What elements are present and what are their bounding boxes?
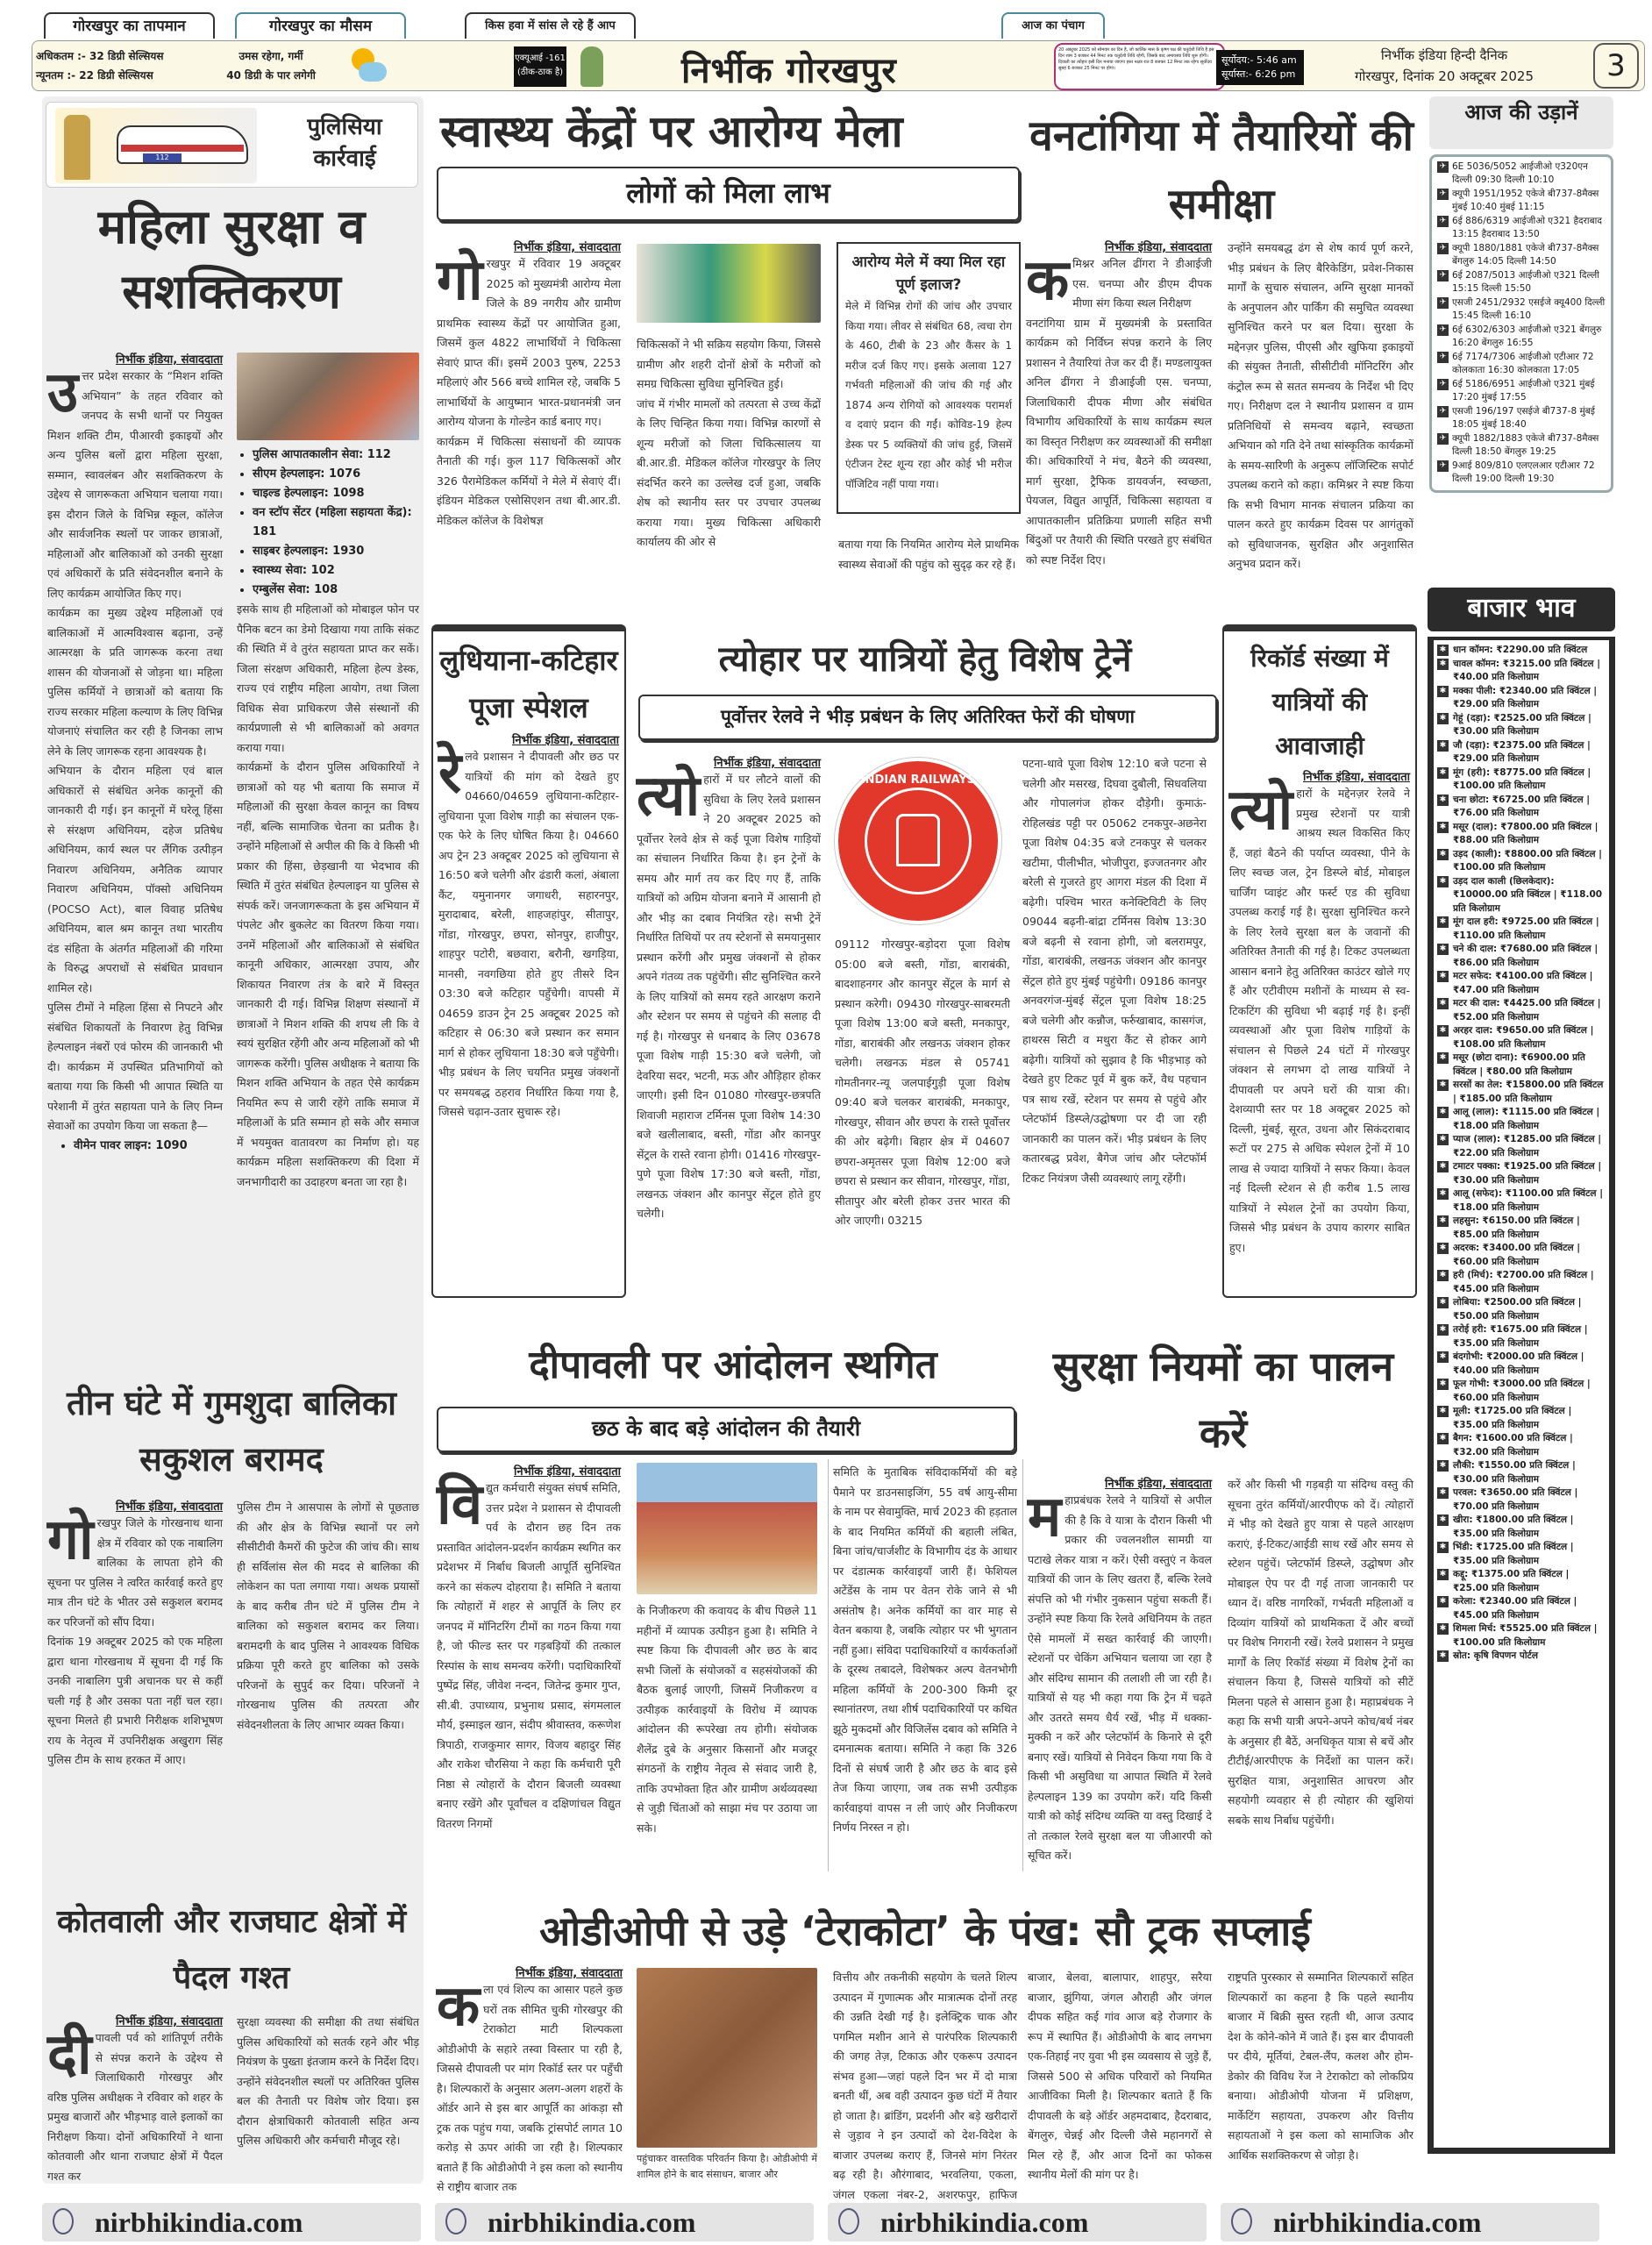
health-subhead: लोगों को मिला लाभ bbox=[437, 167, 1020, 221]
market-text: उड़द दाल काली (छिलकेदार): ₹10000.00 प्रति क्विंटल | ₹118.00 प्रति किलोग्राम bbox=[1453, 875, 1603, 914]
bullet-icon: ✱ bbox=[1437, 1134, 1449, 1145]
market-item bbox=[1437, 1622, 1606, 1650]
bullet-icon: ✱ bbox=[1437, 998, 1449, 1009]
market-item bbox=[1437, 821, 1606, 848]
market-text: लहसुन: ₹6150.00 प्रति क्विंटल | ₹85.00 प्रति किलोग्राम bbox=[1453, 1215, 1580, 1240]
market-text: तरोई हरी: ₹1675.00 प्रति क्विंटल | ₹35.00 प्रति किलोग्राम bbox=[1453, 1324, 1588, 1349]
tab-weather: गोरखपुर का मौसम bbox=[235, 12, 406, 39]
tab-air-quality: किस हवा में सांस ले रहे हैं आप bbox=[465, 12, 636, 39]
page-number: 3 bbox=[1593, 43, 1639, 89]
health-col2: चिकित्सकों ने भी सक्रिय सहयोग किया, जिससे ग्रामीण और शहरी दोनों क्षेत्रों के मरीजों को समग्र चिकित्सा सुविधा सुनिश्चित हुई। जांच में गंभीर मामलों को तत्परता से उच्च केंद्रों के लिए चिन्हित किया गया। विभिन्न कारणों से शून्य मरीजों को जिला चिकित्सालय या बी.आर.डी. मेडिकल कॉलेज गोरखपुर के लिए संदर्भित करने का उल्लेख दर्ज हुआ, जबकि शेष को स्थानीय स्तर पर उपचार उपलब्ध कराया गया। मुख्य चिकित्सा अधिकारी कार्यालय की ओर से bbox=[637, 244, 821, 612]
market-item bbox=[1437, 1595, 1606, 1622]
market-text: अरहर दाल: ₹9650.00 प्रति क्विंटल | ₹108.00 प्रति किलोग्राम bbox=[1453, 1025, 1594, 1050]
helpline-list: • पुलिस आपातकालीन सेवा: 112 • सीएम हेल्पलाइन: 1076 • चाइल्ड हेल्पलाइन: 1098 • वन स्टॉप सेंटर (महिला सहायता केंद्र): 181 • साइबर हेल्पलाइन: 1930 • स्वास्थ्य सेवा: 102 • एम्बुलेंस सेवा: 108 bbox=[237, 445, 419, 600]
trains-col1: निर्भीक इंडिया, संवाददाता त्यो हारों में घर लौटने वालों की सुविधा के लिए रेलवे प्रशासन ने 20 अक्टूबर 2025 को पूर्वोत्तर रेलवे क्षेत्र से कई पूजा विशेष गाड़ियों का संचालन निर्धारित किया है। इन ट्रेनों के समय और मार्ग तय कर दिए गए हैं, ताकि यात्रियों को अग्रिम योजना बनाने में आसानी हो और भीड़ का दबाव नियंत्रित रहे। सभी ट्रेनें निर्धारित तिथियों पर तय स्टेशनों से समयानुसार प्रस्थान करेंगी और प्रमुख जंक्शनों से होकर अपने गंतव्य तक पहुंचेंगी। सीट सुनिश्चित करने के लिए यात्रियों को समय रहते आरक्षण कराने और स्टेशन पर समय से पहुंचने की सलाह दी गई है। गोरखपुर से धनबाद के लिए 03678 पूजा विशेष गाड़ी 15:30 बजे चलेगी, जो देवरिया सदर, भटनी, मऊ और औड़िहार होकर जाएगी। इसी दिन 01080 गोरखपुर-छत्रपति शिवाजी महाराज टर्मिनस पूजा विशेष 14:30 बजे खलीलाबाद, बस्ती, गोंडा और कानपुर सेंट्रल के रास्ते रवाना होगी। 01416 गोरखपुर-पुणे पूजा विशेष 17:30 बजे बस्ती, गोंडा, लखनऊ जंक्शन और कानपुर सेंट्रल होते हुए चलेगी। bbox=[637, 757, 821, 1220]
press-badge-icon bbox=[838, 2208, 859, 2234]
market-text: लोबिया: ₹2500.00 प्रति क्विंटल | ₹50.00 प्रति किलोग्राम bbox=[1453, 1297, 1582, 1322]
flight-text: 6ई 6302/6303 आईजीओ ए321 बेंगलुरु 16:20 बेंगलुरु 16:55 bbox=[1452, 324, 1602, 348]
bullet-icon: ✱ bbox=[1437, 1379, 1449, 1390]
police-car-illustration: 112 bbox=[55, 108, 257, 183]
market-text: परवल: ₹3650.00 प्रति क्विंटल | ₹70.00 प्रति किलोग्राम bbox=[1453, 1487, 1578, 1512]
temperature-block bbox=[36, 41, 176, 92]
market-item bbox=[1437, 712, 1606, 739]
flight-item bbox=[1437, 405, 1606, 431]
record-headline: रिकॉर्ड संख्या में यात्रियों की आवाजाही bbox=[1250, 644, 1389, 760]
story2-col1: निर्भीक इंडिया, संवाददाता गोरखपुर जिले के गोरखनाथ थाना क्षेत्र में रविवार को एक नाबालिग बालिका के लापता होने की सूचना पर पुलिस ने त्वरित कार्रवाई करते हुए मात्र तीन घंटे के भीतर उसे सकुशल बरामद कर परिजनों को सौंप दिया। दिनांक 19 अक्टूबर 2025 को एक महिला द्वारा थाना गोरखनाथ में सूचना दी गई कि उनकी नाबालिग पुत्री अचानक घर से कहीं चली गई है और उसका पता नहीं चल रहा। सूचना मिलते ही प्रभारी निरीक्षक शशिभूषण राय के नेतृत्व में उपनिरीक्षक अखुराग सिंह पुलिस टीम के साथ हरकत में आए। bbox=[47, 1500, 223, 1766]
flight-text: 6ई 2087/5013 आईजीओ ए321 दिल्ली 15:15 दिल्ली 15:50 bbox=[1452, 270, 1600, 294]
deepawali-col3: समिति के मुताबिक संविदाकर्मियों की बड़े पैमाने पर डाउनसाइजिंग, 55 वर्ष आयु-सीमा के नाम पर सेवामुक्ति, मार्च 2023 की हड़ताल के बाद नियमित कर्मियों की बहाली लंबित, बिना जांच/चार्जशीट के विभागीय दंड के आधार पर दंडात्मक कार्रवाइयाँ जारी हैं। फेशियल अटेंडेंस के नाम पर वेतन रोके जाने से भी असंतोष है। अनेक कर्मियों का वार माह से वेतन बकाया है, जबकि त्योहार पर भी भुगतान नहीं हुआ। संविदा पदाधिकारियों व कार्यकर्ताओं के दूरस्थ तबादले, विशेषकर अल्प वेतनभोगी महिला कर्मियों के 200-300 किमी दूर स्थानांतरण, तथा शीर्ष पदाधिकारियों पर कथित झूठे मुकदमों और विजिलेंस दबाव को समिति ने दमनात्मक बताया। समिति ने कहा कि 326 दिनों से संघर्ष जारी है और छठ के बाद इसे तेज किया जाएगा, जब तक सभी उत्पीड़क कार्रवाइयां वापस न ली जाएं और निजीकरण निर्णय निरस्त न हो। bbox=[833, 1465, 1017, 1834]
sun-cloud-icon bbox=[348, 46, 387, 85]
bullet-icon: ✱ bbox=[1437, 1107, 1449, 1118]
health-box-title: आरोग्य मेले में क्या मिल रहा पूर्ण इलाज? bbox=[851, 253, 1006, 294]
story2-col2: पुलिस टीम ने आसपास के लोगों से पूछताछ की और क्षेत्र के विभिन्न स्थानों पर लगे सीसीटीवी कैमरों की फुटेज की जांच की। साथ ही सर्विलांस सेल की मदद से बालिका की लोकेशन का पता लगाया गया। अथक प्रयासों के बाद करीब तीन घंटे में पुलिस टीम ने बालिका को सकुशल बरामद कर लिया। बरामदगी के बाद पुलिस ने आवश्यक विधिक प्रक्रिया पूरी करते हुए बालिका को उसके परिजनों के सुपुर्द कर दिया। परिजनों ने गोरखनाथ पुलिस की तत्परता और संवेदनशीलता के लिए आभार व्यक्त किया। bbox=[237, 1500, 419, 1731]
press-badge-icon bbox=[53, 2208, 74, 2234]
bullet-icon: ✱ bbox=[1437, 1650, 1449, 1662]
bullet-icon: ✱ bbox=[1437, 659, 1449, 670]
market-text: टमाटर पक्का: ₹1925.00 प्रति क्विंटल | ₹30.00 प्रति किलोग्राम bbox=[1453, 1161, 1602, 1186]
weather-block bbox=[201, 41, 341, 92]
police-banner bbox=[46, 102, 418, 188]
market-item bbox=[1437, 1133, 1606, 1160]
odop-col3: बाजार, बेलवा, बालापार, शाहपुर, सरैया बाजार, झुंगिया, जंगल औराही और जंगल दीपक सहित कई गांव आज बड़े रोजगार के रूप में स्थापित हैं। ओडीओपी के बाद लगभग एक-तिहाई नए युवा भी इस व्यवसाय से जुड़े हैं, जिससे 500 से अधिक परिवारों को नियमित आजीविका मिली है। शिल्पकार बताते हैं कि दीपावली के बड़े ऑर्डर अहमदाबाद, हैदराबाद, बेंगलुरु, चेन्नई और दिल्ली जैसे महानगरों से मिल रहे हैं, और आज दिनों का फोकस स्थानीय मेलों की मांग पर है। bbox=[1028, 1971, 1212, 2181]
safety-col2: करें और किसी भी गड़बड़ी या संदिग्ध वस्तु की सूचना तुरंत कर्मियों/आरपीएफ को दें। त्योहारों में भीड़ को देखते हुए यात्रा से पहले आरक्षण कराएं, ई-टिकट/आईडी साथ रखें और समय से स्टेशन पहुंचें। प्लेटफॉर्म डिस्प्ले, उद्घोषण और मोबाइल ऐप पर दी गई ताजा जानकारी पर ध्यान दें। वरिष्ठ नागरिकों, गर्भवती महिलाओं व दिव्यांग यात्रियों को प्राथमिकता दें और बच्चों पर विशेष निगरानी रखें। रेलवे प्रशासन ने प्रमुख मार्गों के लिए रिकॉर्ड संख्या में विशेष ट्रेनों का संचालन किया है, जिससे यात्रियों को सीटें मिलना पहले से आसान हुआ है। महाप्रबंधक ने कहा कि सभी यात्री अपने-अपने कोच/बर्थ नंबर के अनुसार ही बैठें, अनधिकृत यात्रा से बचें और टीटीई/आरपीएफ के निर्देशों का पालन करें। सुरक्षित यात्रा, अनुशासित आचरण और सहयोगी व्यवहार से ही त्योहार की खुशियां सबके साथ निर्बाध पहुंचेंगी। bbox=[1228, 1478, 1413, 1827]
bullet-icon: ✱ bbox=[1437, 1569, 1449, 1580]
market-item bbox=[1437, 943, 1606, 970]
footer-site-2[interactable]: nirbhikindia.com bbox=[435, 2203, 814, 2241]
bullet-icon: ✱ bbox=[1437, 1324, 1449, 1336]
sunset: सूर्यास्त:- 6:26 pm bbox=[1221, 68, 1296, 80]
press-badge-icon bbox=[1231, 2208, 1252, 2234]
health-col3: बताया गया कि नियमित आरोग्य मेले प्राथमिक स्वास्थ्य सेवाओं की पहुंच को सुदृढ़ कर रहे हैं। bbox=[838, 538, 1019, 571]
flight-item bbox=[1437, 160, 1606, 187]
flight-item bbox=[1437, 188, 1606, 214]
market-item bbox=[1437, 1024, 1606, 1051]
trains-col3: पटना-थावे पूजा विशेष 12:10 बजे पटना से चलेगी और मसरख, दिघवा दुबौली, सिधवलिया और गोपालगंज होकर दौड़ेगी। कुमाऊं-रोहिलखंड पट्टी पर 05062 टनकपुर-अछनेरा पूजा विशेष 04:35 बजे टनकपुर से चलकर खटीमा, पीलीभीत, भोजीपुरा, इज्जतनगर और बरेली से गुजरते हुए आगरा मंडल की दिशा में बढ़ेगी। पश्चिम भारत कनेक्टिविटी के लिए 09044 बढ़नी-बांद्रा टर्मिनस विशेष 13:30 बजे बढ़नी से रवाना होगी, जो बलरामपुर, गोंडा, बाराबंकी, लखनऊ जंक्शन और कानपुर सेंट्रल होते हुए मुंबई पहुंचेगी। 09186 कानपुर अनवरगंज-मुंबई सेंट्रल पूजा विशेष 18:25 बजे चलेगी और कन्नौज, फर्रुखाबाद, कासगंज, हाथरस सिटी व मथुरा कैंट से होकर आगे बढ़ेगी। यात्रियों को सुझाव है कि भीड़भाड़ को देखते हुए टिकट पूर्व में बुक करें, वैध पहचान पत्र साथ रखें, स्टेशन पर समय से पहुंचे और प्लेटफॉर्म डिस्प्ले/उद्घोषणा पर दी जा रही जानकारी का पालन करें। भीड़ प्रबंधन के लिए कतारबद्ध प्रवेश, बैगेज जांच और प्लेटफॉर्म टिकट नियंत्रण जैसी व्यवस्थाएं लागू रहेंगी। bbox=[1022, 757, 1207, 1185]
aqi-status: (ठीक-ठाक है) bbox=[516, 68, 564, 77]
bullet-icon: ✱ bbox=[1437, 1052, 1449, 1064]
trains-subhead: पूर्वोत्तर रेलवे ने भीड़ प्रबंधन के लिए अतिरिक्त फेरों की घोषणा bbox=[638, 695, 1217, 740]
panchang-box: 20 अक्टूबर 2025 को सोमवार का दिन है, जो कार्तिक मास के कृष्ण पक्ष की चतुर्दशी तिथि है इस दिन शाम 3 बजकर 44 मिनट तक चतुर्दशी तिथि रहेगी, जिसके बाद अमावस्या तिथि शुरू होगी। दिवाली का त्योहार इसी दिन मनाया जाएगा हस्त नक्षत्र रात 8 बजकर 12 मिनट तक रहेगा सूर्योदय सुबह 6 बजकर 25 मिनट पर होगा। bbox=[1054, 43, 1225, 90]
column-divider bbox=[1022, 1459, 1023, 1871]
market-text: मूंग दाल हरी: ₹9725.00 प्रति क्विंटल | ₹110.00 प्रति किलोग्राम bbox=[1453, 916, 1599, 941]
market-item bbox=[1437, 1541, 1606, 1568]
safety-col1: निर्भीक इंडिया, संवाददाता महाप्रबंधक रेलवे ने यात्रियों से अपील की है कि वे यात्रा के दौरान किसी भी प्रकार की ज्वलनशील सामग्री या पटाखे लेकर यात्रा न करें। ऐसी वस्तुएं न केवल यात्रियों की जान के लिए खतरा हैं, बल्कि रेलवे संपत्ति को भी गंभीर नुकसान पहुंचा सकती हैं। उन्होंने स्पष्ट किया कि रेलवे अधिनियम के तहत ऐसे मामलों में सख्त कार्रवाई की जाएगी। स्टेशनों पर चेकिंग अभियान चलाया जा रहा है और संदिग्ध सामान की तलाशी ली जा रही है। यात्रियों से यह भी कहा गया कि ट्रेन में चढ़ते और उतरते समय धैर्य रखें, भीड़ में धक्का-मुक्की न करें और प्लेटफॉर्म के किनारे से दूरी बनाए रखें। यात्रियों से निवेदन किया गया कि वे किसी भी असुविधा या आपात स्थिति में रेलवे हेल्पलाइन 139 का उपयोग करें। यदि किसी यात्री को कोई संदिग्ध व्यक्ति या वस्तु दिखाई दे तो तत्काल रेलवे सुरक्षा बल या जीआरपी को सूचित करें। bbox=[1028, 1478, 1212, 1862]
market-item bbox=[1437, 1486, 1606, 1514]
bullet-icon: ✱ bbox=[1437, 849, 1449, 860]
flight-text: 6ई 5186/6951 आईजीओ ए321 मुंबई 17:20 मुंबई 17:55 bbox=[1452, 379, 1595, 403]
deepawali-subhead: छठ के बाद बड़े आंदोलन की तैयारी bbox=[437, 1407, 1015, 1452]
odop-photo-col: पहुंचाकर वास्तविक परिवर्तन किया है। ओडीओपी में शामिल होने के बाद संसाधन, बाजार और bbox=[637, 1968, 817, 2199]
market-item bbox=[1437, 739, 1606, 766]
temp-max: अधिकतम :- 32 डिग्री सेल्सियस bbox=[36, 50, 164, 62]
flight-text: 6ई 886/6319 आईजीओ ए321 हैदराबाद 13:15 हैदराबाद 13:50 bbox=[1452, 216, 1602, 239]
market-item bbox=[1437, 1459, 1606, 1486]
market-text: सरसों का तेल: ₹15800.00 प्रति क्विंटल | ₹185.00 प्रति किलोग्राम bbox=[1453, 1080, 1604, 1104]
market-item bbox=[1437, 1296, 1606, 1323]
left-column bbox=[42, 96, 424, 2184]
market-item bbox=[1437, 1351, 1606, 1378]
bullet-icon: ✱ bbox=[1437, 795, 1449, 806]
plane-icon: ✈ bbox=[1437, 216, 1449, 227]
bullet-icon: ✱ bbox=[1437, 1406, 1449, 1417]
bullet-icon: ✱ bbox=[1437, 822, 1449, 833]
bullet-icon: ✱ bbox=[1437, 1188, 1449, 1200]
byline: निर्भीक इंडिया, संवाददाता bbox=[115, 353, 223, 367]
bullet-icon: ✱ bbox=[1437, 1270, 1449, 1281]
trains-col2: 09112 गोरखपुर-बड़ोदरा पूजा विशेष 05:00 बजे बस्ती, गोंडा, बाराबंकी, बादशाहनगर और कानपुर सेंट्रल के मार्ग से प्रस्थान करेगी। 09430 गोरखपुर-साबरमती पूजा विशेष 13:00 बजे बस्ती, मनकापुर, गोंडा, बाराबंकी और लखनऊ जंक्शन होकर चलेगी। लखनऊ मंडल से 05741 गोमतीनगर-न्यू जलपाईगुड़ी पूजा विशेष 09:40 बजे चलकर बाराबंकी, मनकापुर, गोरखपुर, सीवान और छपरा के रास्ते पूर्वोत्तर की ओर बढ़ेगी। बिहार क्षेत्र में 04607 छपरा-अमृतसर पूजा विशेष 12:00 बजे छपरा से प्रस्थान कर सीवान, गोरखपुर, गोंडा, सीतापुर और बरेली होकर उत्तर भारत की ओर जाएगी। 03215 bbox=[835, 937, 1010, 1227]
bullet-icon: ✱ bbox=[1437, 876, 1449, 887]
bullet-icon: ✱ bbox=[1437, 1623, 1449, 1635]
market-panel bbox=[1428, 588, 1615, 2162]
safety-headline: सुरक्षा नियमों का पालन करें bbox=[1052, 1343, 1394, 1457]
helpline-womenpower: • वीमेन पावर लाइन: 1090 bbox=[74, 1137, 223, 1156]
market-text: गेहूं (दड़ा): ₹2525.00 प्रति क्विंटल | ₹30.00 प्रति किलोग्राम bbox=[1453, 712, 1591, 737]
footer-site-4[interactable]: nirbhikindia.com bbox=[1221, 2203, 1599, 2241]
child-mask-icon bbox=[580, 46, 603, 87]
market-item bbox=[1437, 644, 1606, 658]
flight-text: एसजी 2451/2932 एसईजे क्यू400 दिल्ली 15:45 दिल्ली 16:10 bbox=[1452, 297, 1606, 321]
temp-min: न्यूनतम :- 22 डिग्री सेल्सियस bbox=[36, 69, 153, 82]
flight-item bbox=[1437, 269, 1606, 296]
paper-logo: निर्भीक गोरखपुर bbox=[681, 51, 897, 91]
bullet-icon: ✱ bbox=[1437, 1596, 1449, 1607]
market-text: मूंग (हरी): ₹8775.00 प्रति क्विंटल | ₹100.00 प्रति किलोग्राम bbox=[1453, 766, 1591, 791]
market-item bbox=[1437, 848, 1606, 875]
deepawali-col2: के निजीकरण की कवायद के बीच पिछले 11 महीनों में व्यापक उत्पीड़न हुआ है। समिति ने स्पष्ट किया कि दीपावली और छठ के बाद सभी जिलों के संयोजकों व सहसंयोजकों की बैठक बुलाई जाएगी, जिसमें निजीकरण व उत्पीड़क कार्रवाइयों के विरोध में व्यापक आंदोलन की रूपरेखा तय होगी। संयोजक शैलेंद्र दुबे के अनुसार किसानों और मजदूर संगठनों के राष्ट्रीय नेतृत्व से संवाद जारी है, ताकि उपभोक्ता हित और ग्रामीण अर्थव्यवस्था से जुड़ी चिंताओं को साझा मंच पर उठाया जा सके। bbox=[637, 1463, 817, 1866]
sun-times bbox=[1216, 50, 1304, 85]
story1-body-col2: • पुलिस आपातकालीन सेवा: 112 • सीएम हेल्पलाइन: 1076 • चाइल्ड हेल्पलाइन: 1098 • वन स्टॉप सेंटर (महिला सहायता केंद्र): 181 • साइबर हेल्पलाइन: 1930 • स्वास्थ्य सेवा: 102 • एम्बुलेंस सेवा: 108 इसके साथ ही महिलाओं को मोबाइल फोन पर पैनिक बटन का डेमो दिखाया गया ताकि संकट की स्थिति में वे तुरंत सहायता प्राप्त कर सकें। जिला संरक्षण अधिकारी, महिला हेल्प डेस्क, राज्य एवं राष्ट्रीय महिला आयोग, तथा जिला विधिक सेवा प्राधिकरण जैसे संस्थानों की कार्यप्रणाली से भी बालिकाओं को अवगत कराया गया। कार्यक्रमों के दौरान पुलिस अधिकारियों ने छात्राओं को यह भी बताया कि समाज में महिलाओं की सुरक्षा केवल कानून का विषय नहीं, बल्कि सामाजिक चेतना का प्रतीक है। उन्होंने महिलाओं से अपील की कि वे किसी भी प्रकार की हिंसा, छेड़खानी या भेदभाव की स्थिति में तुरंत संबंधित हेल्पलाइन या पुलिस से संपर्क करें। जनजागरूकता के इस अभियान में पंपलेट और बुकलेट का वितरण किया गया। उनमें महिलाओं और बालिकाओं से संबंधित कानूनी अधिकार, आत्मरक्षा उपाय, और शिकायत निवारण तंत्र के बारे में विस्तृत जानकारी दी गई। विभिन्न शिक्षण संस्थानों में छात्राओं ने मिशन शक्ति की शपथ ली कि वे स्वयं सुरक्षित रहेंगी और अन्य महिलाओं को भी जागरूक करेंगी। पुलिस अधीक्षक ने बताया कि मिशन शक्ति अभियान के तहत ऐसे कार्यक्रम नियमित रूप से जारी रहेंगे ताकि समाज में महिलाओं के प्रति सम्मान हो सके और समाज में भयमुक्त वातावरण का निर्माण हो। यह कार्यक्रम महिला सशक्तिकरण की दिशा में जनभागीदारी का उदाहरण बनता जा रहा है। bbox=[237, 353, 419, 1192]
trains-headline: त्योहार पर यात्रियों हेतु विशेष ट्रेनें bbox=[718, 639, 1132, 680]
market-text: खीरा: ₹1800.00 प्रति क्विंटल | ₹35.00 प्रति किलोग्राम bbox=[1453, 1514, 1574, 1539]
market-item bbox=[1437, 766, 1606, 794]
ludhiana-box: लुधियाना-कटिहार पूजा स्पेशल निर्भीक इंडिया, संवाददाता रेलवे प्रशासन ने दीपावली और छठ पर यात्रियों की मांग को देखते हुए 04660/04659 लुधियाना-कटिहार-लुधियाना पूजा विशेष गाड़ी का संचालन एक-एक फेरे के लिए घोषित किया है। 04660 अप ट्रेन 23 अक्टूबर 2025 को लुधियाना से 16:50 बजे चलेगी और ढंडारी कलां, अंबाला कैंट, यमुनानगर जगाधरी, सहारनपुर, मुरादाबाद, बरेली, शाहजहांपुर, सीतापुर, गोंडा, गोरखपुर, छपरा, सोनपुर, हाजीपुर, शाहपुर पटोरी, बछवारा, बरौनी, खगड़िया, मानसी, नवगछिया होते हुए तीसरे दिन 03:30 बजे कटिहार पहुँचेगी। वापसी में 04659 डाउन ट्रेन 25 अक्टूबर 2025 को कटिहार से 06:30 बजे प्रस्थान कर समान मार्ग से होकर लुधियाना 18:30 बजे पहुँचेगी। भीड़ प्रबंधन के लिए चयनित प्रमुख जंक्शनों पर समयबद्ध ठहराव निर्धारित किया गया है, जिससे चढ़ान-उतार सुचारू रहे। bbox=[431, 624, 626, 1298]
market-text: मसूर (दाल): ₹7800.00 प्रति क्विंटल | ₹88.00 प्रति किलोग्राम bbox=[1453, 821, 1599, 845]
flight-item bbox=[1437, 460, 1606, 486]
deepawali-headline: दीपावली पर आंदोलन स्थगित bbox=[529, 1343, 937, 1387]
vantangiya-col2: उन्होंने समयबद्ध ढंग से शेष कार्य पूर्ण करने, भीड़ प्रबंधन के लिए बैरिकेडिंग, प्रवेश-निकास मार्गों के सुचारु संचालन, अग्नि सुरक्षा मानकों के अनुपालन और पार्किंग की समुचित व्यवस्था सुनिश्चित करने पर बल दिया। सुरक्षा के मद्देनज़र पुलिस, पीएसी और खुफिया इकाइयों की संयुक्त तैनाती, सीसीटीवी मॉनिटरिंग और कंट्रोल रूम से सतत समन्वय के निर्देश भी दिए गए। निरीक्षण दल ने स्थानीय प्रशासन व ग्राम प्रतिनिधियों से समन्वय बढ़ाने, स्वच्छता अभियान को गति देने तथा सांस्कृतिक कार्यक्रमों के समय-सारिणी के अनुरूप लॉजिस्टिक सपोर्ट उपलब्ध कराने को कहा। कमिश्नर ने स्पष्ट किया कि सभी विभाग मानक संचालन प्रक्रिया का पालन करते हुए कार्यक्रम दिवस पर आगंतुकों को सुविधाजनक, सुरक्षित और अनुशासित अनुभव प्रदान करें। bbox=[1228, 241, 1413, 570]
plane-icon: ✈ bbox=[1437, 460, 1449, 472]
market-item bbox=[1437, 1568, 1606, 1595]
aqi-badge bbox=[514, 46, 566, 87]
market-text: शिमला मिर्च: ₹5525.00 प्रति क्विंटल | ₹100.00 प्रति किलोग्राम bbox=[1453, 1623, 1598, 1648]
bullet-icon: ✱ bbox=[1437, 645, 1449, 656]
market-text: चावल कॉमन: ₹3215.00 प्रति क्विंटल | ₹40.00 प्रति किलोग्राम bbox=[1453, 658, 1601, 682]
market-item bbox=[1437, 1378, 1606, 1405]
locomotive-icon bbox=[896, 814, 940, 866]
story3-headline: कोतवाली और राजघाट क्षेत्रों में पैदल गश्त bbox=[56, 1904, 407, 1996]
footer-site-1[interactable]: nirbhikindia.com bbox=[42, 2203, 421, 2241]
market-text: प्याज (लाल): ₹1285.00 प्रति क्विंटल | ₹22.00 प्रति किलोग्राम bbox=[1453, 1134, 1602, 1158]
flight-item bbox=[1437, 215, 1606, 241]
market-item bbox=[1437, 1187, 1606, 1215]
flight-text: क्यूपी 1882/1883 एकेजे बी737-8मैक्स दिल्ली 18:50 बेंगलुरु 19:25 bbox=[1452, 433, 1599, 457]
market-item bbox=[1437, 1242, 1606, 1269]
odop-col2: वित्तीय और तकनीकी सहयोग के चलते शिल्प उत्पादन में गुणात्मक और मात्रात्मक दोनों तरह की उन्नति देखी गई है। इलेक्ट्रिक चाक और पगमिल मशीन आने से पारंपरिक शिल्पकारी की जगह तेज़, टिकाऊ और एकरूप उत्पादन संभव हुआ—जहां पहले दिन भर में दो मात्रा बनती थीं, अब वही उत्पादन कुछ घंटों में तैयार हो जाता है। ब्रांडिंग, प्रदर्शनी और बड़े खरीदारों से जुड़ाव ने इन उत्पादों को देश-विदेश के बाजार उपलब्ध कराए हैं, जिनसे मांग निरंतर बढ़ रही है। औरंगाबाद, भरवलिया, एकला, जंगल एकला नंबर-2, अशरफपुर, हाफिज bbox=[833, 1971, 1017, 2201]
flight-text: क्यूपी 1951/1952 एकेजे बी737-8मैक्स मुंबई 10:40 मुंबई 11:15 bbox=[1452, 189, 1599, 212]
story2-headline: तीन घंटे में गुमशुदा बालिका सकुशल बरामद bbox=[67, 1384, 396, 1479]
market-item bbox=[1437, 685, 1606, 712]
bullet-icon: ✱ bbox=[1437, 1025, 1449, 1037]
railways-logo-text: INDIAN RAILWAYS bbox=[860, 773, 976, 787]
footer-site-3[interactable]: nirbhikindia.com bbox=[828, 2203, 1207, 2241]
flight-text: 6E 5036/5052 आईजीओ ए320एन दिल्ली 09:30 दिल्ली 10:10 bbox=[1452, 161, 1588, 185]
health-col1: निर्भीक इंडिया, संवाददाता गोरखपुर में रविवार 19 अक्टूबर 2025 को मुख्यमंत्री आरोग्य मेला जिले के 89 नगरीय और ग्रामीण प्राथमिक स्वास्थ्य केंद्रों पर आयोजित हुआ, जिसमें कुल 4822 लाभार्थियों ने चिकित्सा सेवाएं प्राप्त कीं। इसमें 2003 पुरुष, 2253 महिलाएं और 566 बच्चे शामिल रहे, जबकि 5 लाभार्थियों के आयुष्मान भारत-प्रधानमंत्री जन आरोग्य योजना के गोल्डेन कार्ड बनाए गए। कार्यक्रम में चिकित्सा संसाधनों की व्यापक तैनाती की गई। कुल 117 चिकित्सकों और 326 पैरामेडिकल कर्मियों ने मेले में सेवाएं दीं। इंडियन मेडिकल एसोसिएशन तथा बी.आर.डी. मेडिकल कॉलेज के विशेषज्ञ bbox=[437, 241, 621, 527]
dateline: गोरखपुर, दिनांक 20 अक्टूबर 2025 bbox=[1355, 68, 1534, 84]
market-text: आलू (लाल): ₹1115.00 प्रति क्विंटल | ₹18.00 प्रति किलोग्राम bbox=[1453, 1107, 1600, 1131]
bullet-icon: ✱ bbox=[1437, 1514, 1449, 1526]
column-divider bbox=[828, 1459, 829, 1871]
market-item bbox=[1437, 658, 1606, 685]
bullet-icon: ✱ bbox=[1437, 1161, 1449, 1172]
market-list bbox=[1428, 637, 1615, 2154]
market-item bbox=[1437, 1106, 1606, 1133]
plane-icon: ✈ bbox=[1437, 324, 1449, 336]
flight-text: 9आई 809/810 एलएलआर एटीआर 72 दिल्ली 19:00 दिल्ली 19:30 bbox=[1452, 460, 1595, 484]
flight-text: 6ई 7174/7306 आईजीओ एटीआर 72 कोलकाता 16:30 कोलकाता 17:05 bbox=[1452, 352, 1594, 375]
tab-temperature: गोरखपुर का तापमान bbox=[44, 12, 215, 39]
story3-col2: सुरक्षा व्यवस्था की समीक्षा की तथा संबंधित पुलिस अधिकारियों को सतर्क रहने और भीड़ नियंत्रण के पुख्ता इंतजाम करने के निर्देश दिए। उन्होंने संवेदनशील स्थलों पर अतिरिक्त पुलिस बल की तैनाती पर विशेष जोर दिया। इस दौरान क्षेत्राधिकारी कोतवाली सहित अन्य पुलिस अधिकारी और कर्मचारी मौजूद रहे। bbox=[237, 2015, 419, 2147]
market-item bbox=[1437, 1215, 1606, 1242]
plane-icon: ✈ bbox=[1437, 270, 1449, 282]
market-text: चने की दाल: ₹7680.00 प्रति क्विंटल | ₹86.00 प्रति किलोग्राम bbox=[1453, 944, 1599, 968]
market-item bbox=[1437, 970, 1606, 997]
bullet-icon: ✱ bbox=[1437, 916, 1449, 928]
market-text: मटर सफेद: ₹4100.00 प्रति क्विंटल | ₹47.00 प्रति किलोग्राम bbox=[1453, 971, 1593, 995]
odop-headline: ओडीओपी से उड़े ‘टेराकोटा’ के पंख: सौ ट्रक सप्लाई bbox=[539, 1907, 1311, 1955]
market-text: जौ (दड़ा): ₹2375.00 प्रति क्विंटल | ₹29.00 प्रति किलोग्राम bbox=[1453, 739, 1591, 764]
edition-name: निर्भीक इंडिया हिन्दी दैनिक bbox=[1380, 47, 1508, 63]
bullet-icon: ✱ bbox=[1437, 767, 1449, 779]
market-text: भिंडी: ₹1725.00 प्रति क्विंटल | ₹35.00 प्रति किलोग्राम bbox=[1453, 1542, 1574, 1566]
health-camp-photo bbox=[637, 244, 821, 323]
drop-cap: उ bbox=[47, 360, 79, 425]
story3-col1: निर्भीक इंडिया, संवाददाता दीपावली पर्व को शांतिपूर्ण तरीके से संपन्न कराने के उद्देश्य से जिलाधिकारी गोरखपुर और वरिष्ठ पुलिस अधीक्षक ने रविवार को शहर के प्रमुख बाजारों और भीड़भाड़ वाले इलाकों का निरीक्षण किया। दोनों अधिकारियों ने थाना कोतवाली और थाना राजघाट क्षेत्रों में पैदल गश्त कर bbox=[47, 2015, 223, 2183]
record-box: रिकॉर्ड संख्या में यात्रियों की आवाजाही निर्भीक इंडिया, संवाददाता त्यो हारों के मद्देनज़र रेलवे ने प्रमुख स्टेशनों पर यात्री आश्रय स्थल विकसित किए हैं, जहां बैठने की पर्याप्त व्यवस्था, पीने के लिए स्वच्छ जल, ट्रेन डिस्प्ले बोर्ड, मोबाइल चार्जिंग प्वाइंट और फर्स्ट एड की सुविधा उपलब्ध कराई गई है। सुरक्षा सुनिश्चित करने के लिए रेलवे सुरक्षा बल के जवानों की अतिरिक्त तैनाती की गई है। टिकट उपलब्धता आसान बनाने हेतु अतिरिक्त काउंटर खोले गए हैं और एटीवीएम मशीनों के माध्यम से स्व-टिकटिंग की सुविधा भी बढ़ाई गई है। इन्हीं व्यवस्थाओं और पूजा विशेष गाड़ियों के संचालन से पिछले 24 घंटों में गोरखपुर जंक्शन से लगभग दो लाख यात्रियों ने दीपावली पर अपने घरों की यात्रा की। देशव्यापी स्तर पर 18 अक्टूबर 2025 को दिल्ली, मुंबई, सूरत, उधना और सिकंदराबाद रूटों पर 275 से अधिक स्पेशल ट्रेनों में 10 लाख से ज्यादा यात्रियों ने सफर किया। केवल नई दिल्ली स्टेशन से ही करीब 1.5 लाख यात्रियों ने स्पेशल ट्रेनों का उपयोग किया, जिससे भीड़ प्रबंधन के उपाय कारगर साबित हुए। bbox=[1222, 624, 1417, 1298]
deepawali-col1: निर्भीक इंडिया, संवाददाता विद्युत कर्मचारी संयुक्त संघर्ष समिति, उत्तर प्रदेश ने प्रशासन से दीपावली पर्व के दौरान छह दिन तक प्रस्तावित आंदोलन-प्रदर्शन कार्यक्रम स्थगित कर प्रदेशभर में निर्बाध बिजली आपूर्ति सुनिश्चित करने का संकल्प दोहराया है। समिति ने बताया कि त्योहारों में शहर से आपूर्ति के लिए हर जनपद में मॉनिटरिंग टीमों का गठन किया गया है, जो फील्ड स्तर पर गड़बड़ियों की तत्काल रिस्पांस के साथ समन्वय करेंगी। पदाधिकारियों पुष्पेंद्र सिंह, जीवेश नन्दन, जितेन्द्र कुमार गुप्त, सी.बी. उपाध्याय, प्रभुनाथ प्रसाद, संगमलाल मौर्य, इस्माइल खान, संदीप श्रीवास्तव, करूणेश त्रिपाठी, राजकुमार सागर, विजय बहादुर सिंह और राकेश चौरसिया ने कहा कि कर्मचारी पूरी निष्ठा से त्योहारों के दौरान बिजली व्यवस्था बनाए रखेंगे और पूर्वांचल व दक्षिणांचल विद्युत वितरण निगमों bbox=[437, 1465, 621, 1830]
plane-icon: ✈ bbox=[1437, 297, 1449, 309]
flight-item bbox=[1437, 432, 1606, 459]
odop-col4: राष्ट्रपति पुरस्कार से सम्मानित शिल्पकारों सहित शिल्पकारों का कहना है कि पहले स्थानीय बाजार में बिक्री सुस्त रहती थी, आज उत्पाद देश के कोने-कोने में जाते हैं। इस बार दीपावली पर दीये, मूर्तियां, टेबल-लैंप, कलश और होम-डेकोर की विविध रेंज ने टेराकोटा को लोकप्रिय बनाया। ओडीओपी योजना में प्रशिक्षण, मार्केटिंग सहायता, उपकरण और वित्तीय सहायताओं ने इस कला को सामाजिक और आर्थिक सशक्तिकरण से जोड़ा है। bbox=[1228, 1971, 1413, 2162]
protest-photo bbox=[637, 1463, 817, 1594]
plane-icon: ✈ bbox=[1437, 189, 1449, 200]
plane-icon: ✈ bbox=[1437, 379, 1449, 390]
bullet-icon: ✱ bbox=[1437, 1460, 1449, 1472]
market-item bbox=[1437, 1432, 1606, 1459]
market-item bbox=[1437, 794, 1606, 821]
market-item bbox=[1437, 1514, 1606, 1541]
market-item bbox=[1437, 1405, 1606, 1432]
flight-item bbox=[1437, 324, 1606, 350]
market-text: उड़द (काली): ₹8800.00 प्रति क्विंटल | ₹100.00 प्रति किलोग्राम bbox=[1453, 848, 1602, 873]
odop-col1: निर्भीक इंडिया, संवाददाता कला एवं शिल्प का आसार पहले कुछ घरों तक सीमित चुकी गोरखपुर की टेराकोटा माटी शिल्पकला ओडीओपी के सहारे तस्वा विस्तार पा रही है, जिससे दीपावली पर मांग रिकॉर्ड स्तर पर पहुँची है। शिल्पकारों के अनुसार अलग-अलग शहरों के ऑर्डर आने से इस बार आपूर्ति का आंकड़ा सौ ट्रक तक पहुंच गया, जबकि ट्रांसपोर्ट लागत 10 करोड़ से ऊपर आंकी जा रही है। शिल्पकार बताते हैं कि ओडीओपी ने इस कला को स्थानीय से राष्ट्रीय बाजार तक bbox=[437, 1967, 623, 2193]
market-text: धान कॉमन: ₹2290.00 प्रति क्विंटल bbox=[1453, 645, 1588, 655]
bullet-icon: ✱ bbox=[1437, 971, 1449, 982]
plane-icon: ✈ bbox=[1437, 406, 1449, 417]
plane-icon: ✈ bbox=[1437, 433, 1449, 445]
market-text: मटर की दाल: ₹4425.00 प्रति क्विंटल | ₹52.00 प्रति किलोग्राम bbox=[1453, 998, 1601, 1023]
bullet-icon: ✱ bbox=[1437, 740, 1449, 752]
plane-icon: ✈ bbox=[1437, 161, 1449, 173]
indian-railways-logo bbox=[835, 758, 1001, 924]
meeting-photo bbox=[237, 353, 419, 440]
market-text: मसूर (छोटा दाना): ₹6900.00 प्रति क्विंटल | ₹80.00 प्रति किलोग्राम bbox=[1453, 1052, 1585, 1077]
bullet-icon: ✱ bbox=[1437, 1433, 1449, 1444]
terracotta-photo bbox=[637, 1968, 817, 2148]
masthead bbox=[32, 40, 1645, 91]
market-title: बाजार भाव bbox=[1428, 588, 1615, 631]
flight-item bbox=[1437, 296, 1606, 323]
market-text: अदरक: ₹3400.00 प्रति क्विंटल | ₹60.00 प्रति किलोग्राम bbox=[1453, 1243, 1581, 1267]
bullet-icon: ✱ bbox=[1437, 1215, 1449, 1227]
market-item bbox=[1437, 1160, 1606, 1187]
bullet-icon: ✱ bbox=[1437, 713, 1449, 724]
market-text: हरी (मिर्च): ₹2700.00 प्रति क्विंटल | ₹45.00 प्रति किलोग्राम bbox=[1453, 1270, 1594, 1294]
flights-list bbox=[1429, 154, 1613, 493]
health-headline: स्वास्थ्य केंद्रों पर आरोग्य मेला bbox=[440, 106, 903, 157]
market-text: बैगन: ₹1600.00 प्रति क्विंटल | ₹32.00 प्रति किलोग्राम bbox=[1453, 1433, 1573, 1457]
aqi-value: एक्यूआई -161 bbox=[515, 53, 566, 63]
bullet-icon: ✱ bbox=[1437, 944, 1449, 955]
edition-info bbox=[1321, 45, 1567, 87]
flights-panel bbox=[1429, 96, 1613, 577]
story1-headline: महिला सुरक्षा व सशक्तिकरण bbox=[97, 199, 366, 319]
market-text: आलू (सफेद): ₹1100.00 प्रति क्विंटल | ₹18.00 प्रति किलोग्राम bbox=[1453, 1188, 1604, 1213]
market-text: स्रोत: कृषि विपणन पोर्टल bbox=[1453, 1650, 1538, 1661]
plane-icon: ✈ bbox=[1437, 243, 1449, 254]
plane-icon: ✈ bbox=[1437, 352, 1449, 363]
weather-line1: उमस रहेगा, गर्मी bbox=[239, 50, 303, 62]
vantangiya-headline: वनटांगिया में तैयारियों की समीक्षा bbox=[1029, 111, 1413, 229]
tab-panchang: आज का पंचाग bbox=[1001, 12, 1105, 39]
market-item bbox=[1437, 1051, 1606, 1079]
bullet-icon: ✱ bbox=[1437, 1487, 1449, 1499]
bullet-icon: ✱ bbox=[1437, 1351, 1449, 1363]
bullet-icon: ✱ bbox=[1437, 686, 1449, 697]
market-item bbox=[1437, 916, 1606, 943]
flight-text: क्यूपी 1880/1881 एकेजे बी737-8मैक्स बेंगलुरु 14:05 दिल्ली 14:50 bbox=[1452, 243, 1599, 267]
market-item bbox=[1437, 997, 1606, 1024]
market-text: मक्का पीली: ₹2340.00 प्रति क्विंटल | ₹29.00 प्रति किलोग्राम bbox=[1453, 685, 1598, 709]
flight-item bbox=[1437, 378, 1606, 404]
bullet-icon: ✱ bbox=[1437, 1542, 1449, 1553]
market-text: चना छोटा: ₹6725.00 प्रति क्विंटल | ₹76.00 प्रति किलोग्राम bbox=[1453, 794, 1591, 818]
police-label: पुलिसिया कार्रवाई bbox=[307, 114, 382, 172]
market-text: फूल गोभी: ₹3000.00 प्रति क्विंटल | ₹60.00 प्रति किलोग्राम bbox=[1453, 1379, 1591, 1403]
market-item bbox=[1437, 1079, 1606, 1106]
flight-item bbox=[1437, 242, 1606, 268]
health-sidebar-box: आरोग्य मेले में क्या मिल रहा पूर्ण इलाज? मेले में विभिन्न रोगों की जांच और उपचार किया गया। लीवर से संबंधित 68, त्वचा रोग के 460, टीबी के 23 और कैंसर के 1 मरीज दर्ज किए गए। इसके अलावा 127 गर्भवती महिलाओं की जांच की गई और 1874 अन्य रोगियों को आवश्यक परामर्श व दवाएं प्रदान की गईं। कोविड-19 हेल्प डेस्क पर 5 व्यक्तियों की जांच हुई, जिसमें एंटीजन टेस्ट शून्य रहा और कोई भी मरीज पॉजिटिव नहीं पाया गया। bbox=[837, 242, 1021, 514]
flight-text: एसजी 196/197 एसईजे बी737-8 मुंबई 18:05 मुंबई 18:40 bbox=[1452, 406, 1595, 430]
sunrise: सूर्योदय:- 5:46 am bbox=[1221, 54, 1297, 66]
story1-body-col1: निर्भीक इंडिया, संवाददाता उत्तर प्रदेश सरकार के “मिशन शक्ति अभियान” के तहत रविवार को जनपद के सभी थानों पर नियुक्त मिशन शक्ति टीम, पीआरवी इकाइयों और अन्य पुलिस बलों द्वारा महिला सुरक्षा, सम्मान, स्वावलंबन और सशक्तिकरण के उद्देश्य से जागरूकता अभियान चलाया गया। इस दौरान जिले के विभिन्न स्कूल, कॉलेज और सार्वजनिक स्थलों पर जाकर छात्राओं, महिलाओं और बालिकाओं को उनकी सुरक्षा एवं अधिकारों के प्रति संवेदनशील बनाने के लिए कार्यक्रम आयोजित किए गए। कार्यक्रम का मुख्य उद्देश्य महिलाओं एवं बालिकाओं में आत्मविश्वास बढ़ाना, उन्हें आत्मरक्षा के प्रति जागरूक करना तथा शासन की योजनाओं से जोड़ना था। महिला पुलिस कर्मियों ने छात्राओं को बताया कि राज्य सरकार महिला कल्याण के लिए विभिन्न योजनाएं संचालित कर रही है जिनका लाभ लेने के लिए जागरूक रहना आवश्यक है। अभियान के दौरान महिला एवं बाल अधिकारों से संबंधित अनेक कानूनों की जानकारी दी गई। इन कानूनों में घरेलू हिंसा से संरक्षण अधिनियम, दहेज प्रतिषेध अधिनियम, कार्य स्थल पर लैंगिक उत्पीड़न निवारण अधिनियम, अनैतिक व्यापार निवारण अधिनियम, पॉक्सो अधिनियम (POCSO Act), बाल विवाह प्रतिषेध अधिनियम, बाल श्रम कानून तथा भारतीय दंड संहिता के अंतर्गत महिलाओं की गरिमा के विरुद्ध अपराधों से संबंधित प्रावधान शामिल रहे। पुलिस टीमों ने महिला हिंसा से निपटने और संबंधित शिकायतों के निवारण हेतु विभिन्न हेल्पलाइन नंबरों एवं फोरम की जानकारी भी दी। कार्यक्रम में उपस्थित प्रतिभागियों को बताया गया कि किसी भी आपात स्थिति या परेशानी में तुरंत सहायता पाने के लिए निम्न सेवाओं का उपयोग किया जा सकता है— • वीमेन पावर लाइन: 1090 bbox=[47, 351, 223, 1156]
market-item bbox=[1437, 1323, 1606, 1351]
bullet-icon: ✱ bbox=[1437, 1297, 1449, 1308]
market-item bbox=[1437, 1650, 1606, 1664]
press-badge-icon bbox=[445, 2208, 466, 2234]
market-text: कद्दू: ₹1375.00 प्रति क्विंटल | ₹25.00 प्रति किलोग्राम bbox=[1453, 1569, 1570, 1593]
ludhiana-headline: लुधियाना-कटिहार पूजा स्पेशल bbox=[439, 644, 618, 724]
flight-item bbox=[1437, 351, 1606, 377]
market-text: मूली: ₹1725.00 प्रति क्विंटल | ₹35.00 प्रति किलोग्राम bbox=[1453, 1406, 1572, 1430]
bullet-icon: ✱ bbox=[1437, 1080, 1449, 1091]
bullet-icon: ✱ bbox=[1437, 1243, 1449, 1254]
market-item bbox=[1437, 1269, 1606, 1296]
market-item bbox=[1437, 875, 1606, 916]
flights-title: आज की उड़ानें bbox=[1429, 96, 1613, 149]
market-text: लौकी: ₹1550.00 प्रति क्विंटल | ₹30.00 प्रति किलोग्राम bbox=[1453, 1460, 1576, 1485]
market-text: बंदगोभी: ₹2000.00 प्रति क्विंटल | ₹40.00 प्रति किलोग्राम bbox=[1453, 1351, 1584, 1376]
market-text: करेला: ₹2340.00 प्रति क्विंटल | ₹45.00 प्रति किलोग्राम bbox=[1453, 1596, 1577, 1621]
vantangiya-col1: निर्भीक इंडिया, संवाददाता कमिश्नर अनिल ढींगरा ने डीआईजी एस. चनप्पा और डीएम दीपक मीणा संग किया स्थल निरीक्षण वनटांगिया ग्राम में मुख्यमंत्री के प्रस्तावित कार्यक्रम को निर्विघ्न संपन्न कराने के लिए प्रशासन ने तैयारियां तेज कर दी हैं। मण्डलायुक्त अनिल ढींगरा ने डीआईजी एस. चनप्पा, जिलाधिकारी दीपक मीणा और संबंधित विभागीय अधिकारियों के साथ कार्यक्रम स्थल का विस्तृत निरीक्षण कर व्यवस्थाओं की समीक्षा की। अधिकारियों ने मंच, बैठने की व्यवस्था, मार्ग सुरक्षा, ट्रैफिक डायवर्जन, स्वच्छता, पेयजल, विद्युत आपूर्ति, चिकित्सा सहायता व आपातकालीन प्रतिक्रिया प्रणाली सहित सभी बिंदुओं पर तैयारी की स्थिति परखते हुए संबंधित को स्पष्ट निर्देश दिए। bbox=[1026, 241, 1212, 567]
weather-line2: 40 डिग्री के पार लगेगी bbox=[226, 69, 316, 82]
